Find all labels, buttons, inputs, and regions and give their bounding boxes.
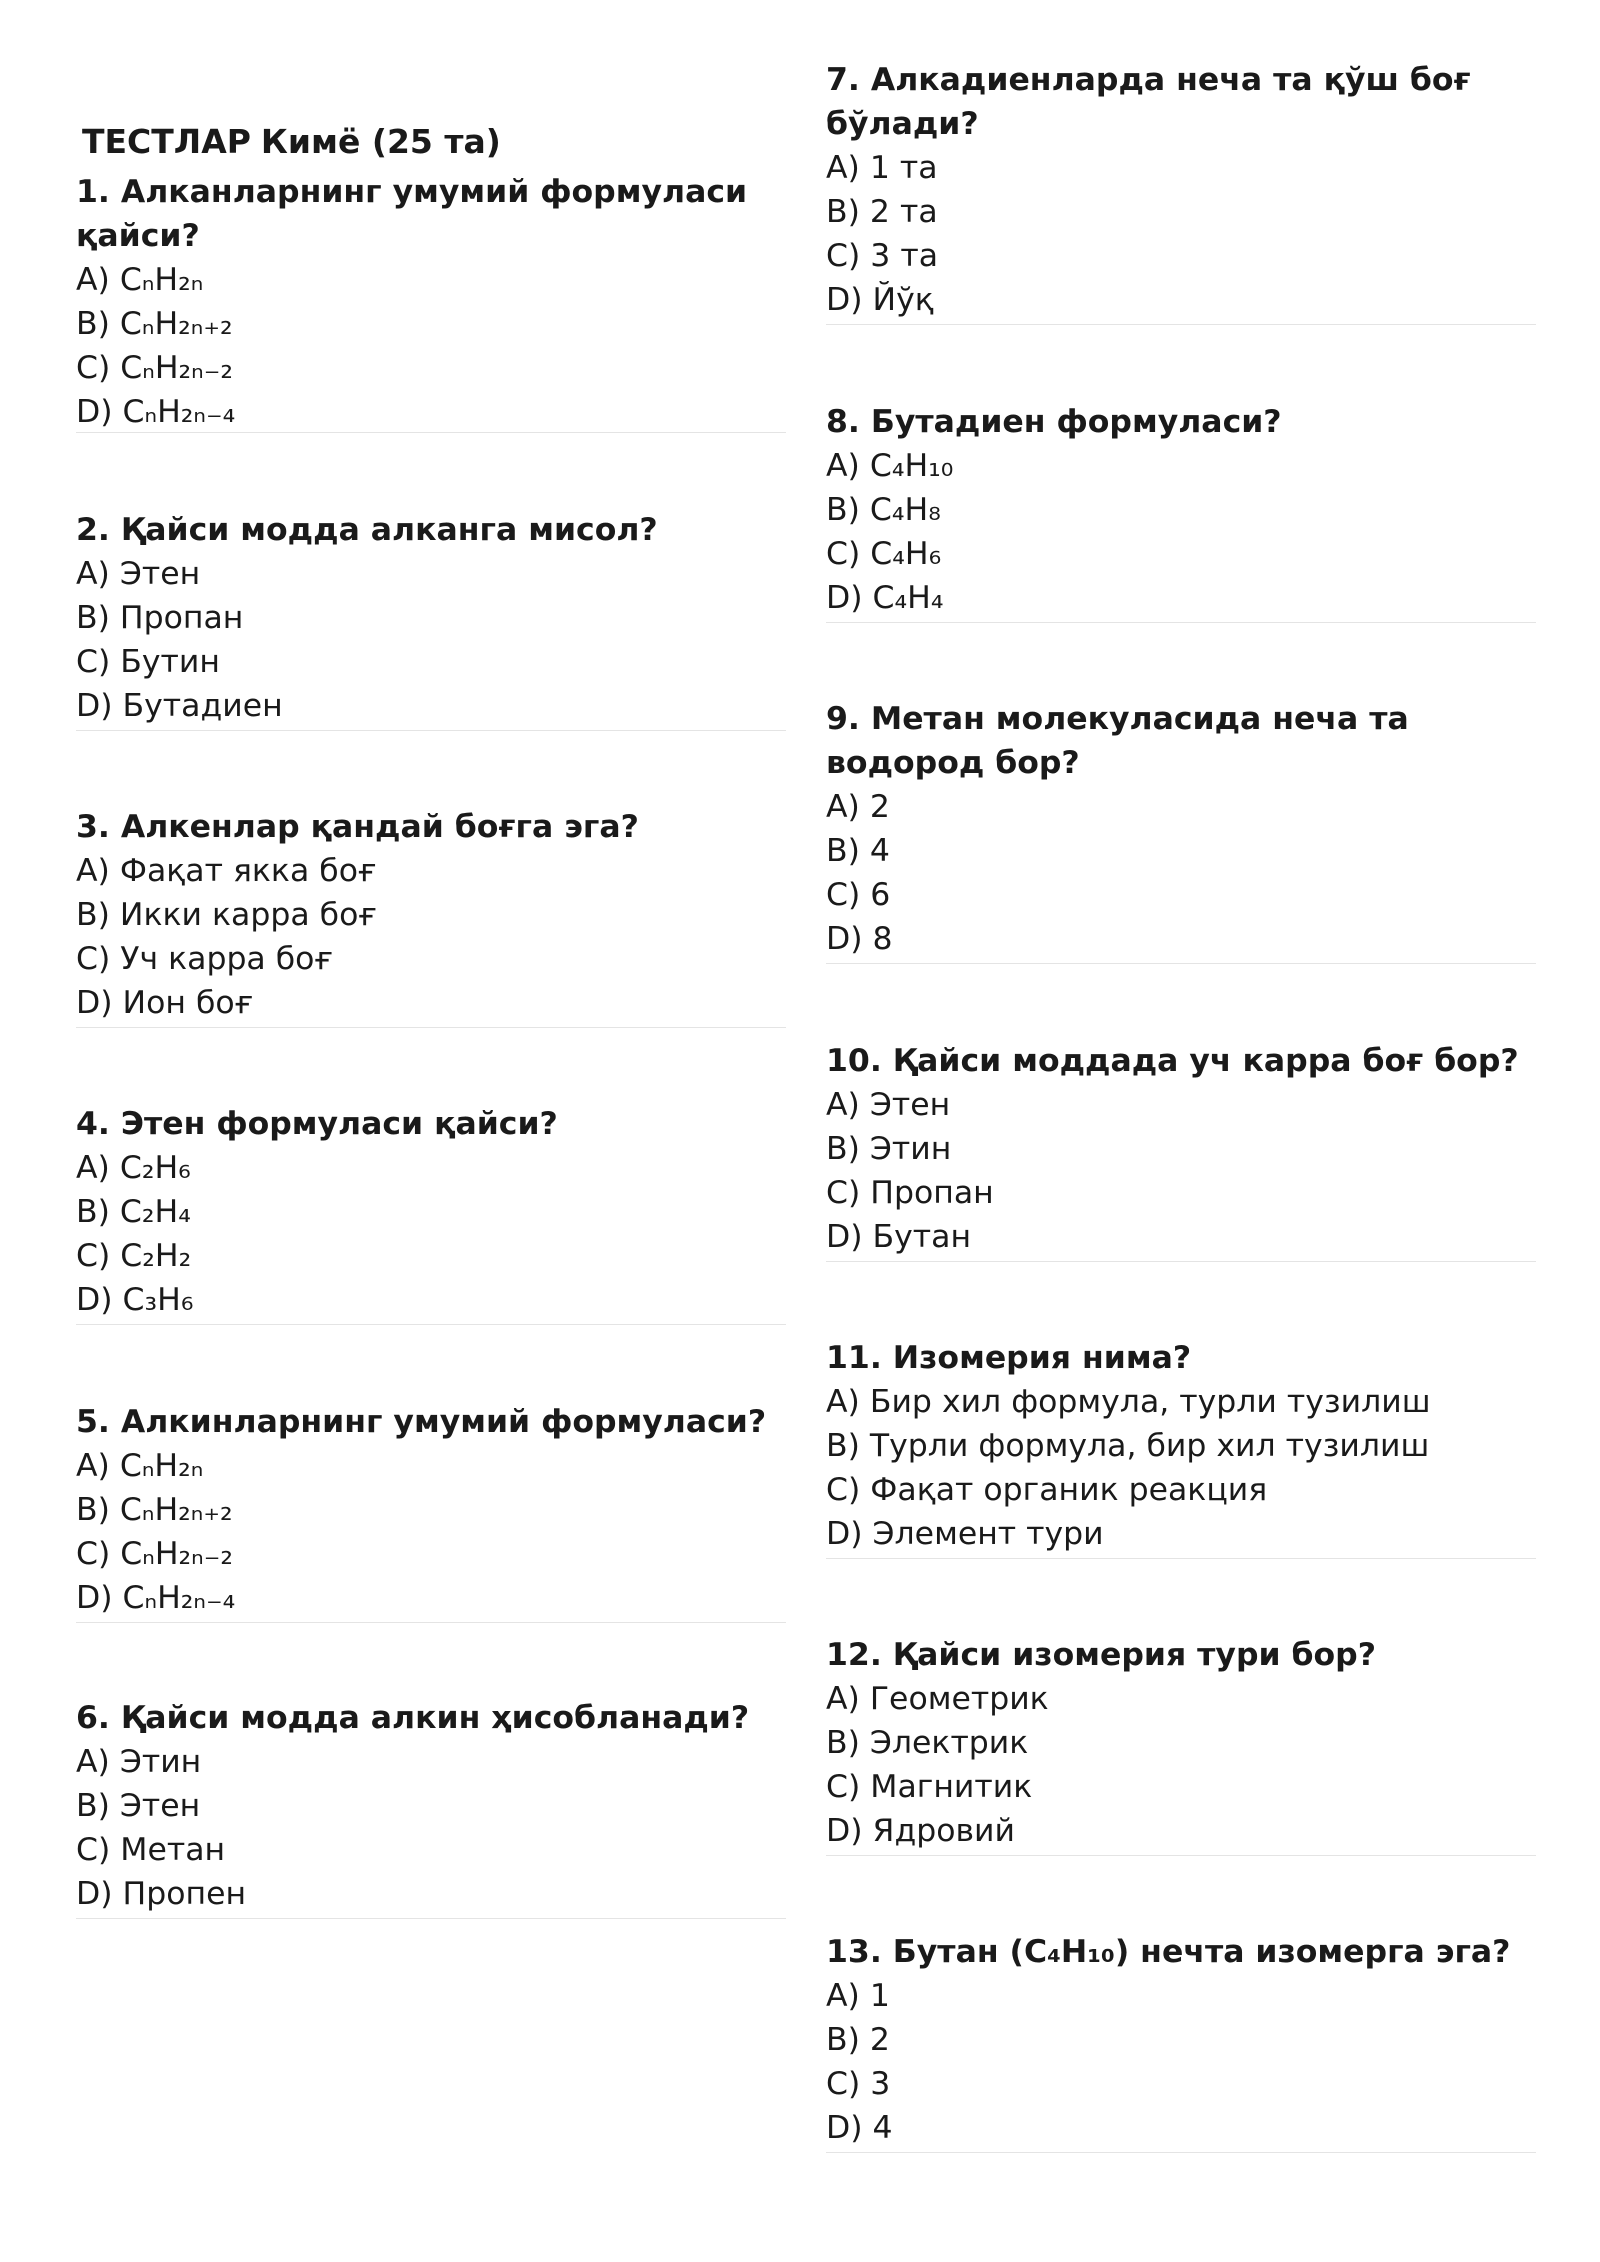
- option-c: C) Метан: [76, 1832, 226, 1868]
- option-b: B) CₙH₂ₙ₊₂: [76, 306, 233, 342]
- option-b: B) Пропан: [76, 600, 244, 636]
- option-b: B) CₙH₂ₙ₊₂: [76, 1492, 233, 1528]
- question-12: [826, 1633, 1536, 1853]
- divider: [76, 432, 786, 433]
- divider: [826, 1855, 1536, 1856]
- question-1: [76, 170, 786, 430]
- option-c: C) CₙH₂ₙ₋₂: [76, 350, 233, 386]
- option-d: D) Пропен: [76, 1876, 247, 1912]
- option-d: D) Йўқ: [826, 282, 934, 318]
- option-c: C) Пропан: [826, 1175, 994, 1211]
- option-a: A) Этин: [76, 1744, 202, 1780]
- option-a: A) 2: [826, 789, 890, 825]
- question-title: 3. Алкенлар қандай боғга эга?: [76, 809, 639, 845]
- question-8: [826, 400, 1536, 620]
- page-title-main: ТЕСТЛАР: [82, 122, 251, 161]
- divider: [826, 622, 1536, 623]
- divider: [76, 1918, 786, 1919]
- question-title: 9. Метан молекуласида неча та водород бор?: [826, 701, 1409, 781]
- option-b: B) Турли формула, бир хил тузилиш: [826, 1428, 1430, 1464]
- option-c: C) CₙH₂ₙ₋₂: [76, 1536, 233, 1572]
- option-d: D) Бутадиен: [76, 688, 283, 724]
- option-d: D) C₄H₄: [826, 580, 944, 616]
- option-c: C) Фақат органик реакция: [826, 1472, 1268, 1508]
- option-c: C) Бутин: [76, 644, 220, 680]
- option-a: A) CₙH₂ₙ: [76, 1448, 204, 1484]
- option-b: B) 4: [826, 833, 890, 869]
- question-5: [76, 1400, 786, 1620]
- option-c: C) C₄H₆: [826, 536, 942, 572]
- question-title: 8. Бутадиен формуласи?: [826, 404, 1282, 440]
- option-b: B) Этин: [826, 1131, 952, 1167]
- divider: [826, 1261, 1536, 1262]
- divider: [76, 1324, 786, 1325]
- option-b: B) Этен: [76, 1788, 201, 1824]
- option-b: B) C₄H₈: [826, 492, 941, 528]
- option-b: B) 2 та: [826, 194, 938, 230]
- option-d: D) Элемент тури: [826, 1516, 1104, 1552]
- option-a: A) Бир хил формула, турли тузилиш: [826, 1384, 1431, 1420]
- page-title-sub: Кимё (25 та): [260, 122, 501, 161]
- option-c: C) Уч карра боғ: [76, 941, 334, 977]
- question-title: 7. Алкадиенларда неча та қўш боғ бўлади?: [826, 62, 1471, 142]
- divider: [826, 963, 1536, 964]
- option-a: A) Этен: [826, 1087, 951, 1123]
- question-4: [76, 1102, 786, 1322]
- option-b: B) C₂H₄: [76, 1194, 191, 1230]
- question-title: 11. Изомерия нима?: [826, 1340, 1192, 1376]
- question-title: 2. Қайси модда алканга мисол?: [76, 512, 658, 548]
- option-b: B) 2: [826, 2022, 890, 2058]
- divider: [826, 324, 1536, 325]
- question-title: 6. Қайси модда алкин ҳисобланади?: [76, 1700, 750, 1736]
- question-9: [826, 697, 1536, 961]
- option-d: D) Бутан: [826, 1219, 972, 1255]
- page-title: [76, 120, 501, 164]
- divider: [76, 1622, 786, 1623]
- option-a: A) Геометрик: [826, 1681, 1049, 1717]
- question-6: [76, 1696, 786, 1916]
- option-a: A) Фақат якка боғ: [76, 853, 377, 889]
- option-a: A) C₂H₆: [76, 1150, 191, 1186]
- option-d: D) Ядровий: [826, 1813, 1015, 1849]
- option-d: D) 8: [826, 921, 893, 957]
- question-title: 1. Алканларнинг умумий формуласи қайси?: [76, 174, 748, 254]
- question-3: [76, 805, 786, 1025]
- question-title: 5. Алкинларнинг умумий формуласи?: [76, 1404, 767, 1440]
- question-title: 10. Қайси моддада уч карра боғ бор?: [826, 1043, 1519, 1079]
- option-a: A) 1: [826, 1978, 890, 2014]
- divider: [76, 1027, 786, 1028]
- divider: [826, 2152, 1536, 2153]
- option-a: A) C₄H₁₀: [826, 448, 954, 484]
- option-d: D) C₃H₆: [76, 1282, 194, 1318]
- option-a: A) CₙH₂ₙ: [76, 262, 204, 298]
- option-c: C) Магнитик: [826, 1769, 1033, 1805]
- question-title: 12. Қайси изомерия тури бор?: [826, 1637, 1376, 1673]
- option-d: D) 4: [826, 2110, 893, 2146]
- divider: [76, 730, 786, 731]
- question-11: [826, 1336, 1536, 1556]
- question-13: [826, 1930, 1536, 2150]
- option-d: D) Ион боғ: [76, 985, 254, 1021]
- option-d: D) CₙH₂ₙ₋₄: [76, 394, 236, 430]
- option-a: A) 1 та: [826, 150, 938, 186]
- question-title: 13. Бутан (C₄H₁₀) нечта изомерга эга?: [826, 1934, 1511, 1970]
- question-title: 4. Этен формуласи қайси?: [76, 1106, 558, 1142]
- option-d: D) CₙH₂ₙ₋₄: [76, 1580, 236, 1616]
- option-b: B) Икки карра боғ: [76, 897, 377, 933]
- option-c: C) 6: [826, 877, 891, 913]
- option-c: C) C₂H₂: [76, 1238, 192, 1274]
- question-7: [826, 58, 1536, 322]
- option-b: B) Электрик: [826, 1725, 1029, 1761]
- question-2: [76, 508, 786, 728]
- divider: [826, 1558, 1536, 1559]
- question-10: [826, 1039, 1536, 1259]
- option-c: C) 3 та: [826, 238, 939, 274]
- option-c: C) 3: [826, 2066, 891, 2102]
- option-a: A) Этен: [76, 556, 201, 592]
